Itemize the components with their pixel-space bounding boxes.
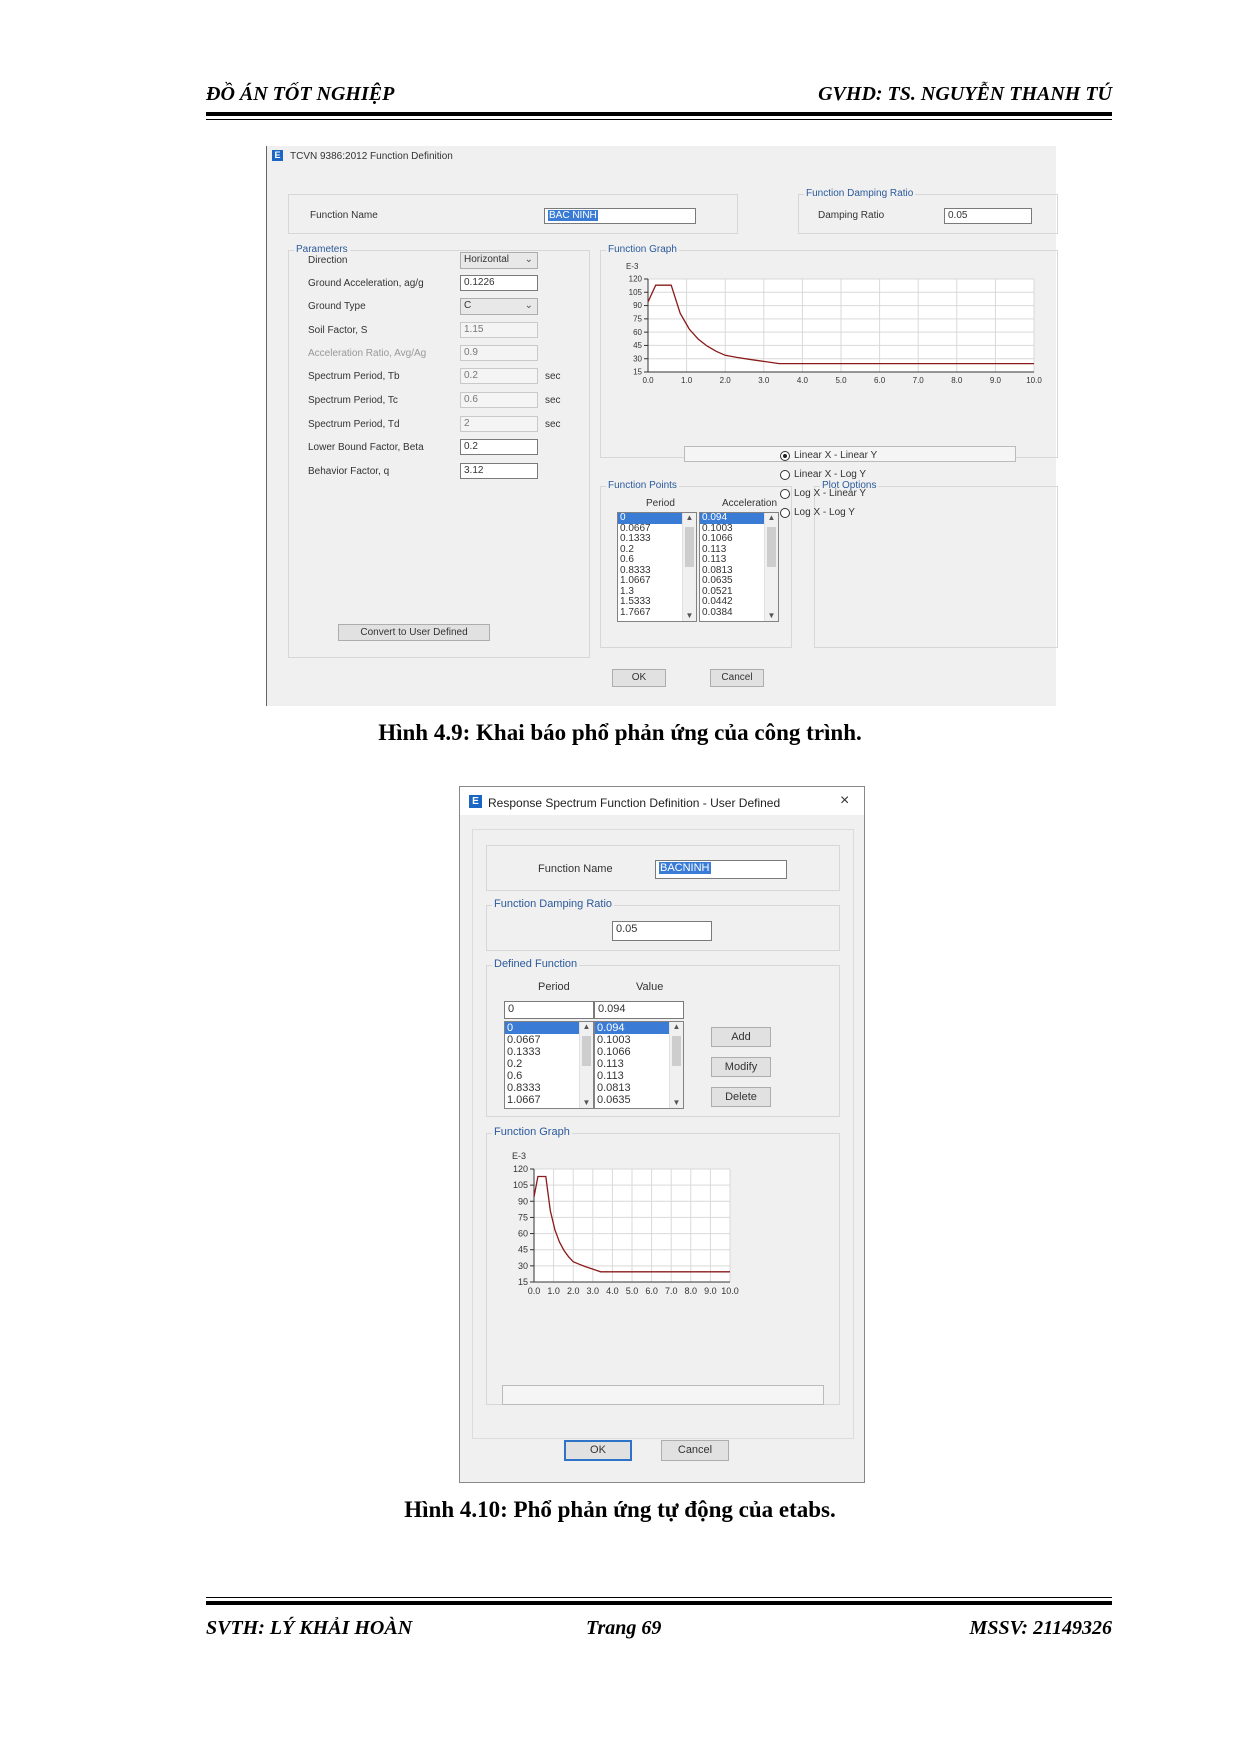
list-item[interactable]: 0.113 [702,543,727,555]
x-tick-label: 5.0 [625,1286,639,1296]
param-unit: sec [545,371,561,382]
plot-option-radio[interactable] [780,470,790,480]
period-list[interactable] [617,512,697,622]
function-graph-chart [602,261,1054,401]
value-list[interactable] [594,1021,684,1109]
param-select-value: Horizontal [464,254,510,265]
param-label: Acceleration Ratio, Avg/Ag [308,348,427,359]
add-button[interactable]: Add [711,1027,771,1047]
dialog-title: Response Spectrum Function Definition - User Defined [488,796,781,810]
x-tick-label: 0.0 [642,376,654,385]
x-tick-label: 5.0 [835,376,847,385]
ok-button[interactable]: OK [564,1440,632,1461]
x-tick-label: 0.0 [527,1286,541,1296]
list-item[interactable]: 0.0442 [702,596,733,607]
param-input[interactable]: 0.1226 [460,275,538,291]
plot-option-label: Log X - Linear Y [794,488,867,499]
period-header: Period [646,498,675,509]
y-tick-label: 45 [633,341,642,351]
footer-left: SVTH: LÝ KHẢI HOÀN [206,1617,413,1639]
value-header: Value [636,981,664,993]
modify-button[interactable]: Modify [711,1057,771,1077]
list-item[interactable]: 0.0813 [597,1082,631,1094]
function-name-input[interactable]: BAC NINH [544,208,696,224]
y-axis-unit-label: E-3 [626,262,639,271]
acceleration-list[interactable] [699,512,779,622]
plot-option-radio[interactable] [780,489,790,499]
x-tick-label: 8.0 [951,376,963,385]
figure-4-9-caption: Hình 4.9: Khai báo phổ phản ứng của công trình. [378,720,862,745]
y-tick-label: 120 [628,274,642,284]
x-tick-label: 6.0 [874,376,886,385]
param-input: 0.2 [460,368,538,384]
param-label: Ground Type [308,301,366,312]
y-tick-label: 105 [512,1180,528,1191]
list-item[interactable]: 0.0635 [597,1094,631,1106]
chevron-down-icon: ⌄ [524,254,533,265]
y-axis-unit-label: E-3 [512,1151,527,1161]
dialog-title: TCVN 9386:2012 Function Definition [290,151,453,162]
list-item[interactable]: 1.3 [620,585,634,597]
period-list-scrollbar[interactable]: ▲ ▼ [682,513,696,621]
list-item[interactable]: 0.0667 [620,522,651,534]
damping-ratio-input[interactable]: 0.05 [612,921,712,941]
list-item[interactable]: 0.1003 [702,522,733,534]
parameters-group-title: Parameters [296,244,348,255]
y-tick-label: 90 [517,1196,528,1207]
damping-group-title: Function Damping Ratio [806,188,914,199]
param-input[interactable]: 0.2 [460,439,538,455]
footer-rule-thick [206,1601,1112,1605]
x-tick-label: 9.0 [704,1286,717,1296]
tcvn-function-dialog [266,146,1056,706]
param-input: 1.15 [460,322,538,338]
delete-button[interactable]: Delete [711,1087,771,1107]
function-name-label: Function Name [310,210,378,221]
y-tick-label: 120 [512,1164,528,1174]
param-input: 2 [460,416,538,432]
list-item[interactable]: 1.5333 [620,596,651,607]
x-tick-label: 7.0 [912,376,924,385]
list-item[interactable]: 0.0813 [702,564,733,576]
list-item[interactable]: 0.2 [507,1058,523,1070]
dialog-left-border [266,146,267,706]
x-tick-label: 10.0 [721,1286,739,1296]
y-tick-label: 45 [517,1244,528,1255]
etabs-app-icon: E [272,150,283,161]
list-item[interactable]: 0.6 [507,1070,523,1082]
plot-option-label: Log X - Log Y [794,507,855,518]
list-item[interactable]: 0.2 [620,543,634,555]
param-select[interactable] [460,252,538,269]
function-graph-chart [490,1147,790,1347]
y-tick-label: 75 [517,1212,528,1223]
list-item[interactable]: 0.113 [597,1058,624,1070]
user-defined-function-dialog [459,786,865,1483]
list-item[interactable]: 0.0384 [702,606,733,618]
param-label: Behavior Factor, q [308,466,390,477]
plot-option-radio[interactable] [780,508,790,518]
list-item[interactable]: 0.0521 [702,585,733,597]
period-header: Period [538,981,570,993]
cancel-button[interactable]: Cancel [661,1440,729,1461]
header-rule-thick [206,112,1112,116]
function-points-group-title: Function Points [608,480,677,491]
x-tick-label: 10.0 [1026,376,1042,385]
damping-ratio-label: Damping Ratio [818,210,885,221]
list-item[interactable]: 0.094 [700,513,764,524]
function-graph-group-title: Function Graph [494,1126,570,1138]
list-item[interactable]: 0.1333 [507,1046,541,1058]
header-left: ĐỒ ÁN TỐT NGHIỆP [206,83,395,105]
header-rule-thin [206,119,1112,120]
list-item[interactable]: 0 [505,1022,579,1034]
defined-function-group-title: Defined Function [494,958,578,970]
list-item[interactable]: 0.0635 [702,575,733,586]
param-label: Spectrum Period, Tc [308,395,398,406]
x-tick-label: 2.0 [566,1286,580,1296]
list-item[interactable]: 0.113 [597,1070,624,1082]
param-input[interactable]: 3.12 [460,463,538,479]
param-select[interactable] [460,298,538,315]
y-tick-label: 105 [628,287,642,297]
x-tick-label: 6.0 [645,1286,658,1296]
x-tick-label: 7.0 [664,1286,678,1296]
header-right: GVHD: TS. NGUYỄN THANH TÚ [818,83,1112,105]
list-item[interactable]: 1.0667 [620,575,651,586]
ok-button[interactable]: OK [612,669,666,687]
y-tick-label: 90 [633,301,642,311]
param-input: 0.9 [460,345,538,361]
cancel-button[interactable]: Cancel [710,669,764,687]
list-item[interactable]: 1.7667 [620,606,651,618]
list-item[interactable]: 0.0667 [507,1034,541,1046]
list-item[interactable]: 0.8333 [507,1082,541,1094]
chevron-down-icon: ⌄ [524,300,533,311]
y-tick-label: 30 [517,1260,528,1271]
param-input: 0.6 [460,392,538,408]
y-tick-label: 60 [517,1228,528,1239]
function-name-input[interactable]: BACNINH [655,860,787,879]
period-list[interactable] [504,1021,594,1109]
value-entry-input[interactable]: 0.094 [594,1001,684,1019]
x-tick-label: 1.0 [681,376,693,385]
list-item[interactable]: 0.8333 [620,564,651,576]
convert-to-user-defined-button[interactable]: Convert to User Defined [338,624,490,641]
list-item[interactable]: 0.1333 [620,533,651,544]
close-icon[interactable]: × [840,792,850,809]
plot-option-label: Linear X - Linear Y [794,450,878,461]
param-unit: sec [545,395,561,406]
x-tick-label: 4.0 [606,1286,619,1296]
damping-ratio-input[interactable]: 0.05 [944,208,1032,224]
x-tick-label: 2.0 [719,376,731,385]
value-list-scrollbar[interactable]: ▲ ▼ [669,1022,683,1108]
param-unit: sec [545,419,561,430]
list-item[interactable]: 0.1003 [597,1034,631,1046]
list-item[interactable]: 0.113 [702,554,727,565]
y-tick-label: 75 [633,314,642,324]
param-select-value: C [464,300,472,311]
acceleration-header: Acceleration [722,498,778,509]
footer-right: MSSV: 21149326 [969,1617,1112,1639]
plot-option-radio[interactable] [780,451,790,461]
y-tick-label: 15 [633,367,642,377]
list-item[interactable]: 0.1066 [597,1046,631,1058]
y-tick-label: 60 [633,327,642,337]
param-label: Direction [308,255,348,266]
plot-option-label: Linear X - Log Y [794,469,867,480]
etabs-app-icon: E [469,795,482,808]
x-tick-label: 4.0 [796,376,808,385]
x-tick-label: 3.0 [586,1286,600,1296]
param-label: Lower Bound Factor, Beta [308,442,424,453]
x-tick-label: 8.0 [684,1286,698,1296]
x-tick-label: 3.0 [758,376,770,385]
list-item[interactable]: 0.094 [595,1022,669,1034]
param-label: Spectrum Period, Td [308,419,400,430]
y-tick-label: 30 [633,354,642,364]
list-item[interactable]: 0 [618,513,682,524]
list-item[interactable]: 1.0667 [507,1094,541,1106]
param-label: Soil Factor, S [308,325,368,336]
x-tick-label: 1.0 [547,1286,560,1296]
footer-rule-thin [206,1597,1112,1598]
y-tick-label: 15 [517,1277,528,1287]
plot-options-group-title: Plot Options [822,480,877,491]
function-graph-group-title: Function Graph [608,244,677,255]
period-entry-input[interactable]: 0 [504,1001,594,1019]
function-name-label: Function Name [538,863,613,875]
figure-4-10-caption: Hình 4.10: Phổ phản ứng tự động của etabs. [404,1497,836,1522]
param-label: Ground Acceleration, ag/g [308,278,424,289]
graph-status-bar [502,1385,824,1405]
acceleration-list-scrollbar[interactable]: ▲ ▼ [764,513,778,621]
list-item[interactable]: 0.6 [620,554,634,565]
damping-group-title: Function Damping Ratio [494,898,613,910]
list-item[interactable]: 0.1066 [702,533,733,544]
param-label: Spectrum Period, Tb [308,371,400,382]
footer-center: Trang 69 [586,1617,662,1639]
x-tick-label: 9.0 [989,376,1001,385]
period-list-scrollbar[interactable]: ▲ ▼ [579,1022,593,1108]
